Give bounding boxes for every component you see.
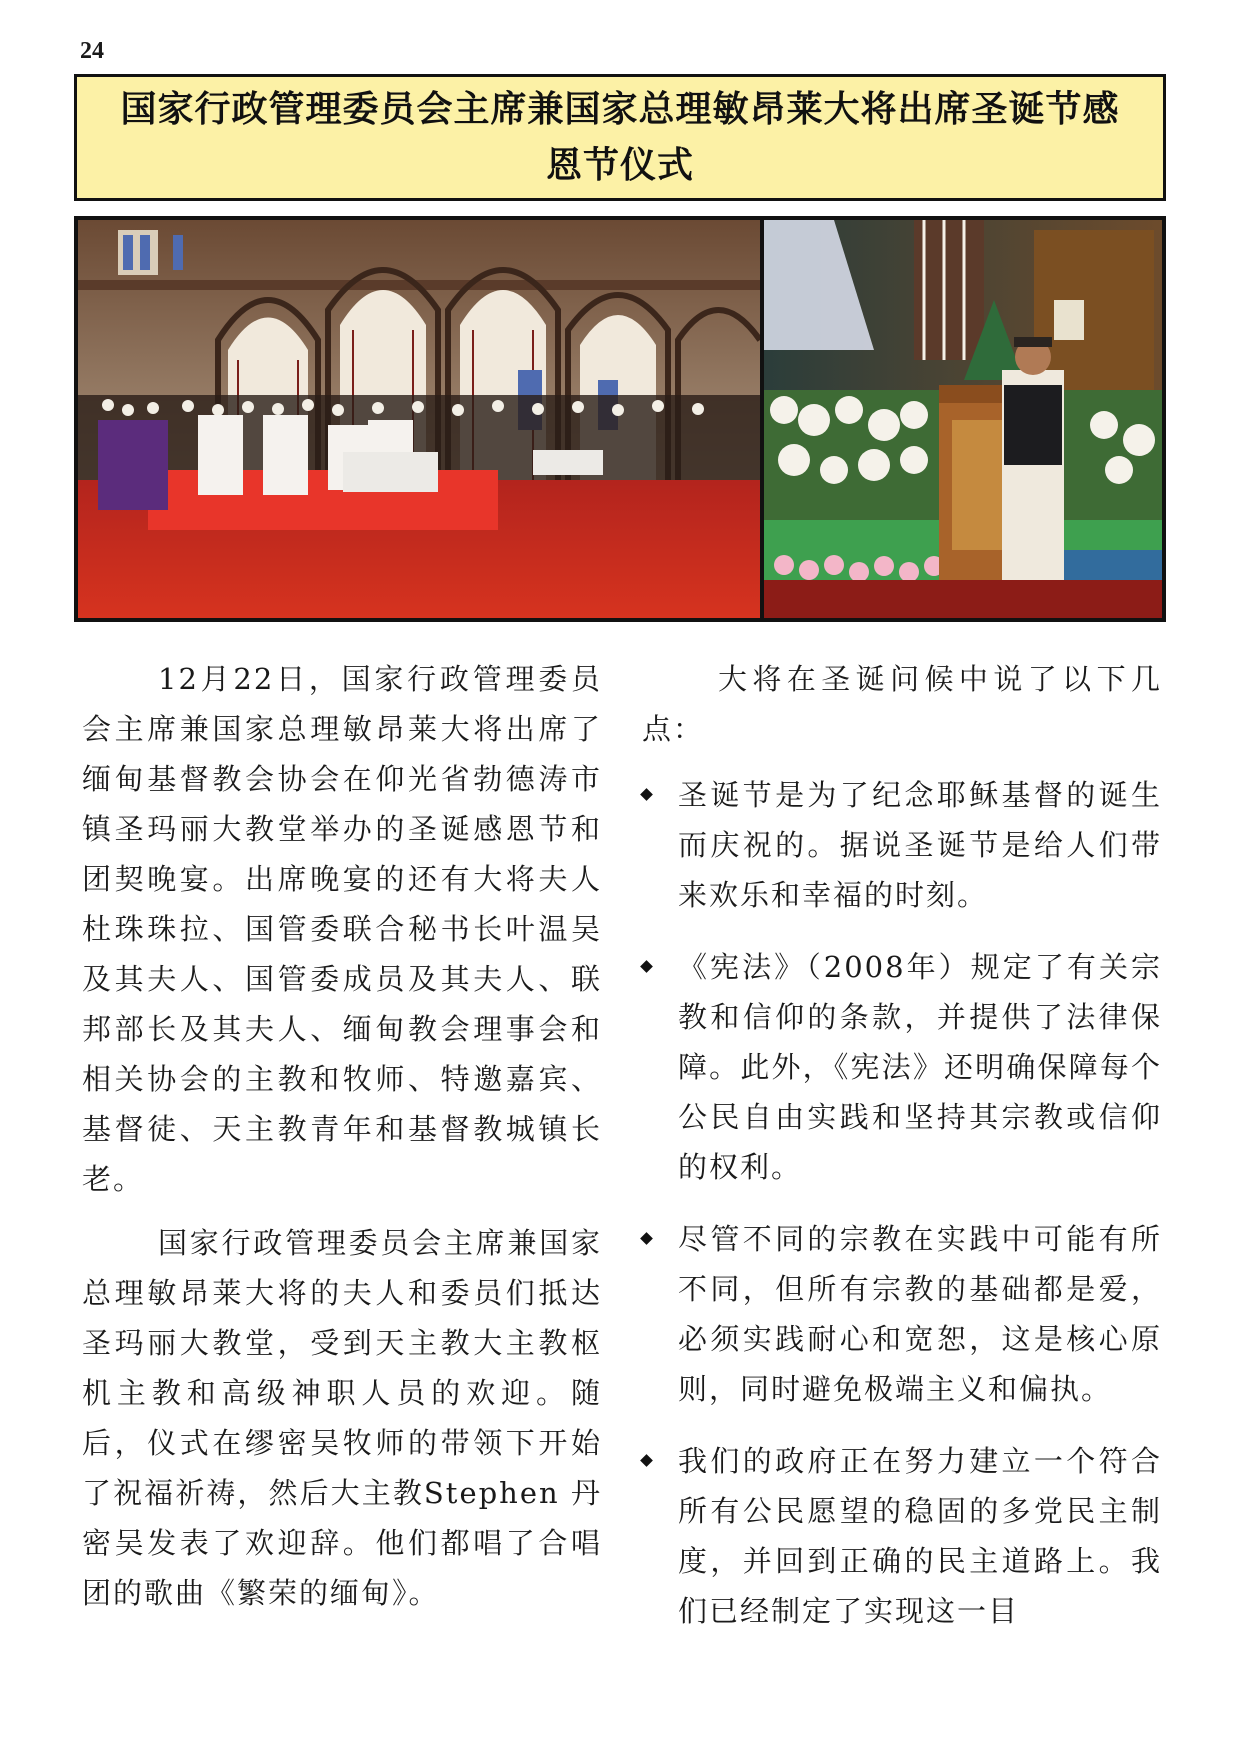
list-item — [642, 1214, 1162, 1414]
list-item-text: 尽管不同的宗教在实践中可能有所不同，但所有宗教的基础都是爱，必须实践耐心和宽恕，这是核心原则，同时避免极端主义和偏执。 — [678, 1222, 1162, 1406]
photo-frame — [74, 216, 1166, 622]
speech-intro: 大将在圣诞问候中说了以下几点： — [642, 662, 1162, 746]
list-item — [642, 942, 1162, 1192]
speech-points-list — [642, 770, 1162, 1636]
diamond-bullet-icon — [640, 960, 653, 973]
diamond-bullet-icon — [640, 1454, 653, 1467]
left-text-column — [82, 654, 602, 1632]
list-item — [642, 770, 1162, 920]
body-paragraph: 12月22日，国家行政管理委员会主席兼国家总理敏昂莱大将出席了缅甸基督教会协会在仰光省勃德涛市镇圣玛丽大教堂举办的圣诞感恩节和团契晚宴。出席晚宴的还有大将夫人杜珠珠拉、国管委联合秘书长叶温吴及其夫人、国管委成员及其夫人、联邦部长及其夫人、缅甸教会理事会和相关协会的主教和牧师、特邀嘉宾、基督徒、天主教青年和基督教城镇长老。 — [82, 662, 602, 1196]
page-number: 24 — [80, 38, 104, 64]
title-box — [74, 74, 1166, 201]
list-item-text: 圣诞节是为了纪念耶稣基督的诞生而庆祝的。据说圣诞节是给人们带来欢乐和幸福的时刻。 — [678, 778, 1162, 912]
speaker-at-podium-photo — [764, 220, 1162, 618]
body-paragraph: 国家行政管理委员会主席兼国家总理敏昂莱大将的夫人和委员们抵达圣玛丽大教堂，受到天主教大主教枢机主教和高级神职人员的欢迎。随后，仪式在缪密吴牧师的带领下开始了祝福祈祷，然后大主教Stephen 丹密吴发表了欢迎辞。他们都唱了合唱团的歌曲《繁荣的缅甸》。 — [82, 1226, 602, 1610]
list-item — [642, 1436, 1162, 1636]
list-item-text: 我们的政府正在努力建立一个符合所有公民愿望的稳固的多党民主制度，并回到正确的民主道路上。我们已经制定了实现这一目 — [678, 1444, 1162, 1628]
cathedral-photo-illustration — [78, 220, 760, 618]
cathedral-congregation-photo — [78, 220, 760, 618]
podium-photo-illustration — [764, 220, 1162, 618]
page-title: 国家行政管理委员会主席兼国家总理敏昂莱大将出席圣诞节感恩节仪式 — [120, 88, 1120, 186]
diamond-bullet-icon — [640, 788, 653, 801]
right-text-column — [642, 654, 1162, 1658]
list-item-text: 《宪法》（2008年）规定了有关宗教和信仰的条款，并提供了法律保障。此外，《宪法》还明确保障每个公民自由实践和坚持其宗教或信仰的权利。 — [678, 950, 1162, 1184]
diamond-bullet-icon — [640, 1232, 653, 1245]
